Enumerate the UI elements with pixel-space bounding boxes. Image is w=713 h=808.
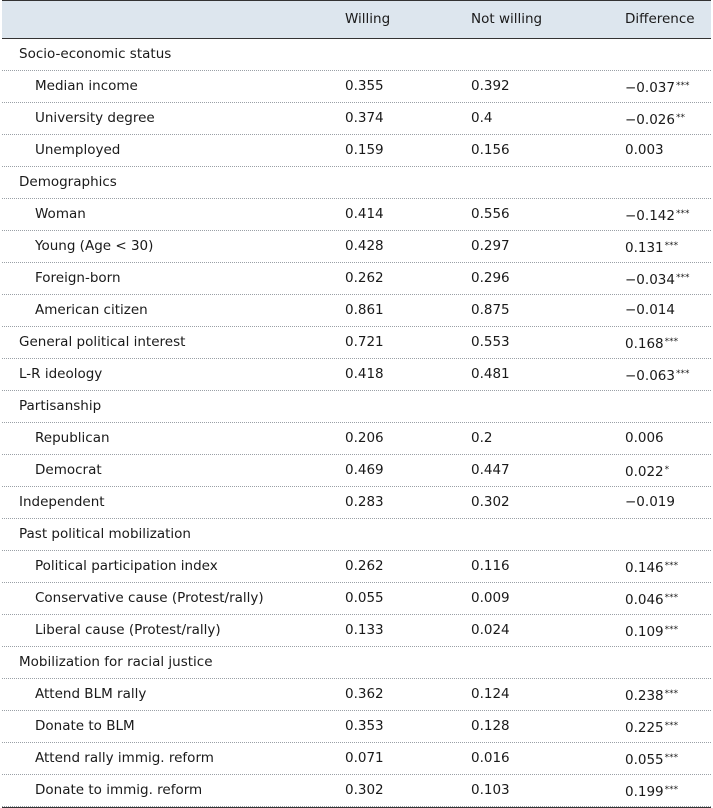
group-row [2, 39, 711, 71]
willing-value: 0.262 [345, 270, 384, 286]
table-row [2, 711, 711, 743]
significance-stars: * [664, 465, 670, 475]
difference-value: 0.238 [625, 688, 664, 704]
row-label: Socio-economic status [19, 46, 172, 62]
willing-value: 0.362 [345, 686, 384, 702]
significance-stars: *** [664, 241, 679, 251]
row-label: Partisanship [19, 398, 102, 414]
row-label: Foreign-born [35, 270, 121, 286]
table-row [2, 231, 711, 263]
not-willing-value: 0.124 [471, 686, 510, 702]
significance-stars: *** [664, 721, 679, 731]
not-willing-value: 0.297 [471, 238, 510, 254]
not-willing-value: 0.128 [471, 718, 510, 734]
table-row [2, 103, 711, 135]
row-label: Median income [35, 78, 138, 94]
row-label: Democrat [35, 462, 102, 478]
table-row [2, 423, 711, 455]
difference-cell [625, 295, 675, 326]
difference-cell [625, 263, 689, 296]
difference-value: 0.022 [625, 464, 664, 480]
table-row [2, 615, 711, 647]
significance-stars: *** [664, 593, 679, 603]
row-label: Liberal cause (Protest/rally) [35, 622, 221, 638]
row-label: University degree [35, 110, 155, 126]
significance-stars: *** [664, 785, 679, 795]
willing-value: 0.353 [345, 718, 384, 734]
significance-stars: *** [675, 369, 690, 379]
difference-value: −0.014 [625, 302, 675, 318]
not-willing-value: 0.116 [471, 558, 510, 574]
row-label: L-R ideology [19, 366, 103, 382]
group-row [2, 487, 711, 519]
difference-cell [625, 135, 664, 166]
row-label: Young (Age < 30) [35, 238, 154, 254]
difference-cell [625, 455, 669, 488]
table-header [2, 0, 711, 39]
row-label: Republican [35, 430, 110, 446]
row-label: Unemployed [35, 142, 121, 158]
table-row [2, 199, 711, 231]
difference-cell [625, 743, 678, 776]
difference-value: 0.003 [625, 142, 664, 158]
row-label: Past political mobilization [19, 526, 191, 542]
not-willing-value: 0.875 [471, 302, 510, 318]
significance-stars: *** [675, 81, 690, 91]
difference-cell [625, 487, 675, 518]
difference-cell [625, 327, 678, 360]
row-label: Donate to immig. reform [35, 782, 203, 798]
not-willing-value: 0.302 [471, 494, 510, 510]
not-willing-value: 0.553 [471, 334, 510, 350]
difference-cell [625, 199, 689, 232]
willing-value: 0.469 [345, 462, 384, 478]
difference-value: −0.019 [625, 494, 675, 510]
row-label: General political interest [19, 334, 186, 350]
difference-value: 0.055 [625, 752, 664, 768]
significance-stars: *** [664, 689, 679, 699]
willing-value: 0.133 [345, 622, 384, 638]
row-label: Attend rally immig. reform [35, 750, 214, 766]
column-header-not-willing: Not willing [471, 11, 543, 27]
row-label: Conservative cause (Protest/rally) [35, 590, 264, 606]
willing-value: 0.861 [345, 302, 384, 318]
row-label: Attend BLM rally [35, 686, 147, 702]
difference-cell [625, 711, 678, 744]
not-willing-value: 0.296 [471, 270, 510, 286]
table-row [2, 775, 711, 807]
row-label: Mobilization for racial justice [19, 654, 213, 670]
willing-value: 0.414 [345, 206, 384, 222]
willing-value: 0.055 [345, 590, 384, 606]
group-row [2, 647, 711, 679]
difference-value: −0.026 [625, 112, 675, 128]
not-willing-value: 0.4 [471, 110, 493, 126]
difference-value: 0.199 [625, 784, 664, 800]
significance-stars: *** [664, 753, 679, 763]
row-label: American citizen [35, 302, 148, 318]
table-row [2, 583, 711, 615]
table-row [2, 455, 711, 487]
table-row [2, 135, 711, 167]
difference-cell [625, 423, 664, 454]
difference-cell [625, 231, 678, 264]
willing-value: 0.355 [345, 78, 384, 94]
willing-value: 0.374 [345, 110, 384, 126]
significance-stars: *** [664, 561, 679, 571]
not-willing-value: 0.2 [471, 430, 493, 446]
difference-value: 0.109 [625, 624, 664, 640]
willing-value: 0.159 [345, 142, 384, 158]
willing-value: 0.721 [345, 334, 384, 350]
significance-stars: ** [675, 113, 685, 123]
difference-cell [625, 359, 689, 392]
row-label: Donate to BLM [35, 718, 135, 734]
table-row [2, 263, 711, 295]
comparison-table [2, 0, 711, 808]
difference-value: 0.225 [625, 720, 664, 736]
willing-value: 0.283 [345, 494, 384, 510]
group-row [2, 519, 711, 551]
difference-value: 0.146 [625, 560, 664, 576]
willing-value: 0.418 [345, 366, 384, 382]
table-row [2, 679, 711, 711]
table-row [2, 743, 711, 775]
willing-value: 0.071 [345, 750, 384, 766]
difference-value: −0.037 [625, 80, 675, 96]
column-header-willing: Willing [345, 11, 391, 27]
not-willing-value: 0.016 [471, 750, 510, 766]
table-body [2, 39, 711, 808]
not-willing-value: 0.481 [471, 366, 510, 382]
willing-value: 0.262 [345, 558, 384, 574]
difference-value: −0.063 [625, 368, 675, 384]
row-label: Political participation index [35, 558, 218, 574]
difference-value: −0.142 [625, 208, 675, 224]
significance-stars: *** [675, 209, 690, 219]
difference-value: 0.131 [625, 240, 664, 256]
willing-value: 0.206 [345, 430, 384, 446]
table-row [2, 551, 711, 583]
significance-stars: *** [664, 625, 679, 635]
difference-value: 0.168 [625, 336, 664, 352]
significance-stars: *** [675, 273, 690, 283]
not-willing-value: 0.556 [471, 206, 510, 222]
difference-value: 0.006 [625, 430, 664, 446]
difference-cell [625, 583, 678, 616]
not-willing-value: 0.392 [471, 78, 510, 94]
difference-value: 0.046 [625, 592, 664, 608]
willing-value: 0.302 [345, 782, 384, 798]
significance-stars: *** [664, 337, 679, 347]
difference-cell [625, 775, 678, 808]
row-label: Independent [19, 494, 105, 510]
group-row [2, 359, 711, 391]
not-willing-value: 0.009 [471, 590, 510, 606]
group-row [2, 327, 711, 359]
difference-cell [625, 679, 678, 712]
difference-cell [625, 103, 685, 136]
not-willing-value: 0.103 [471, 782, 510, 798]
difference-cell [625, 71, 689, 104]
difference-cell [625, 551, 678, 584]
group-row [2, 167, 711, 199]
group-row [2, 391, 711, 423]
difference-cell [625, 615, 678, 648]
difference-value: −0.034 [625, 272, 675, 288]
table-row [2, 295, 711, 327]
row-label: Demographics [19, 174, 117, 190]
not-willing-value: 0.024 [471, 622, 510, 638]
column-header-difference: Difference [625, 11, 695, 27]
not-willing-value: 0.156 [471, 142, 510, 158]
row-label: Woman [35, 206, 86, 222]
willing-value: 0.428 [345, 238, 384, 254]
table-row [2, 71, 711, 103]
not-willing-value: 0.447 [471, 462, 510, 478]
